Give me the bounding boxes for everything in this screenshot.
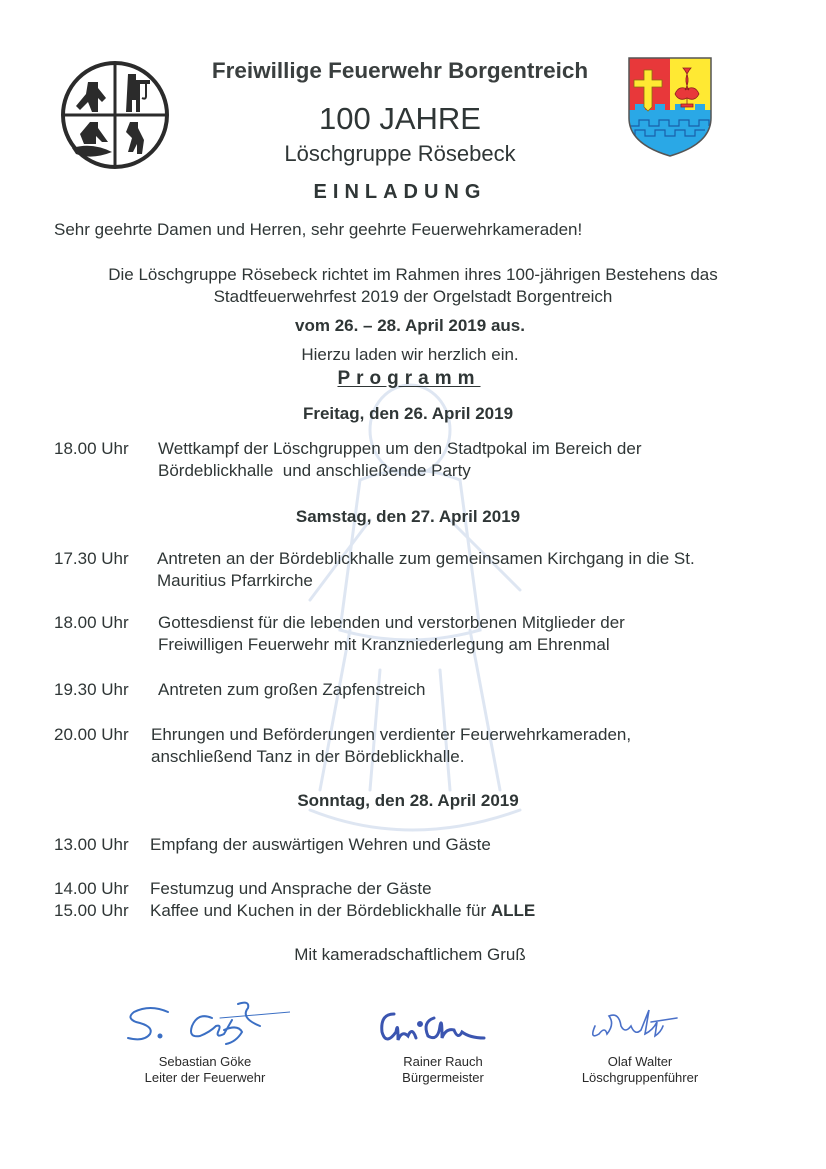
intro-text <box>0 264 826 308</box>
event-description: Gottesdienst für die lebenden und verstorbenen Mitglieder der Freiwilligen Feuerwehr mit Kranzniederlegung am Ehrenmal <box>158 613 625 654</box>
event-item <box>54 548 695 592</box>
signature-icon <box>565 996 715 1054</box>
event-item <box>54 612 625 656</box>
signature-block <box>565 996 715 1086</box>
event-time: 20.00 Uhr <box>54 725 129 744</box>
day-heading-sunday: Sonntag, den 28. April 2019 <box>297 791 519 810</box>
event-item <box>54 438 642 482</box>
event-description: Wettkampf der Löschgruppen um den Stadtpokal im Bereich der Bördeblickhalle und anschließende Party <box>158 439 642 480</box>
event-dates: vom 26. – 28. April 2019 aus. <box>295 316 525 335</box>
signatory-role: Bürgermeister <box>402 1070 484 1085</box>
signature-block <box>120 996 290 1086</box>
event-time: 19.30 Uhr <box>54 680 129 699</box>
event-item <box>54 834 491 856</box>
organization-name: Freiwillige Feuerwehr Borgentreich <box>211 58 589 83</box>
group-name: Löschgruppe Rösebeck <box>284 141 516 166</box>
event-item <box>54 679 425 701</box>
event-time: 17.30 Uhr <box>54 549 129 568</box>
invitation-line: Hierzu laden wir herzlich ein. <box>301 345 519 364</box>
event-description: Ehrungen und Beförderungen verdienter Feuerwehrkameraden, anschließend Tanz in der Bördeblickhalle. <box>151 725 632 766</box>
day-heading-friday: Freitag, den 26. April 2019 <box>302 404 514 423</box>
event-item <box>54 900 535 922</box>
day-heading-saturday: Samstag, den 27. April 2019 <box>295 507 521 526</box>
event-time: 14.00 Uhr <box>54 879 129 898</box>
emphasis-all: ALLE <box>490 901 536 920</box>
event-time: 18.00 Uhr <box>54 439 129 458</box>
signatory-role: Leiter der Feuerwehr <box>144 1070 266 1085</box>
invitation-title: EINLADUNG <box>313 181 487 203</box>
event-description: Antreten zum großen Zapfenstreich <box>158 680 426 699</box>
event-time: 15.00 Uhr <box>54 901 129 920</box>
signatory-name: Olaf Walter <box>607 1054 673 1069</box>
signature-icon <box>120 996 290 1054</box>
programm-heading: Programm <box>337 368 481 389</box>
salutation: Sehr geehrte Damen und Herren, sehr geehrte Feuerwehrkameraden! <box>54 220 583 239</box>
event-time: 18.00 Uhr <box>54 613 129 632</box>
signature-icon <box>358 996 528 1054</box>
event-description: Kaffee und Kuchen in der Bördeblickhalle für ALLE <box>150 901 536 920</box>
event-item <box>54 724 631 768</box>
event-description: Festumzug und Ansprache der Gäste <box>150 879 432 898</box>
signature-block <box>358 996 528 1086</box>
event-description: Empfang der auswärtigen Wehren und Gäste <box>150 835 491 854</box>
event-item <box>54 878 432 900</box>
intro-line-2: Stadtfeuerwehrfest 2019 der Orgelstadt Borgentreich <box>213 287 613 306</box>
event-description: Antreten an der Bördeblickhalle zum gemeinsamen Kirchgang in die St. Mauritius Pfarrkirche <box>157 549 695 590</box>
closing-greeting: Mit kameradschaftlichem Gruß <box>294 945 526 964</box>
intro-line-1: Die Löschgruppe Rösebeck richtet im Rahmen ihres 100-jährigen Bestehens das <box>108 265 718 284</box>
signatory-role: Löschgruppenführer <box>581 1070 699 1085</box>
signatory-name: Sebastian Göke <box>158 1054 252 1069</box>
event-time: 13.00 Uhr <box>54 835 129 854</box>
signatory-name: Rainer Rauch <box>403 1054 483 1069</box>
anniversary-title: 100 JAHRE <box>319 101 481 136</box>
